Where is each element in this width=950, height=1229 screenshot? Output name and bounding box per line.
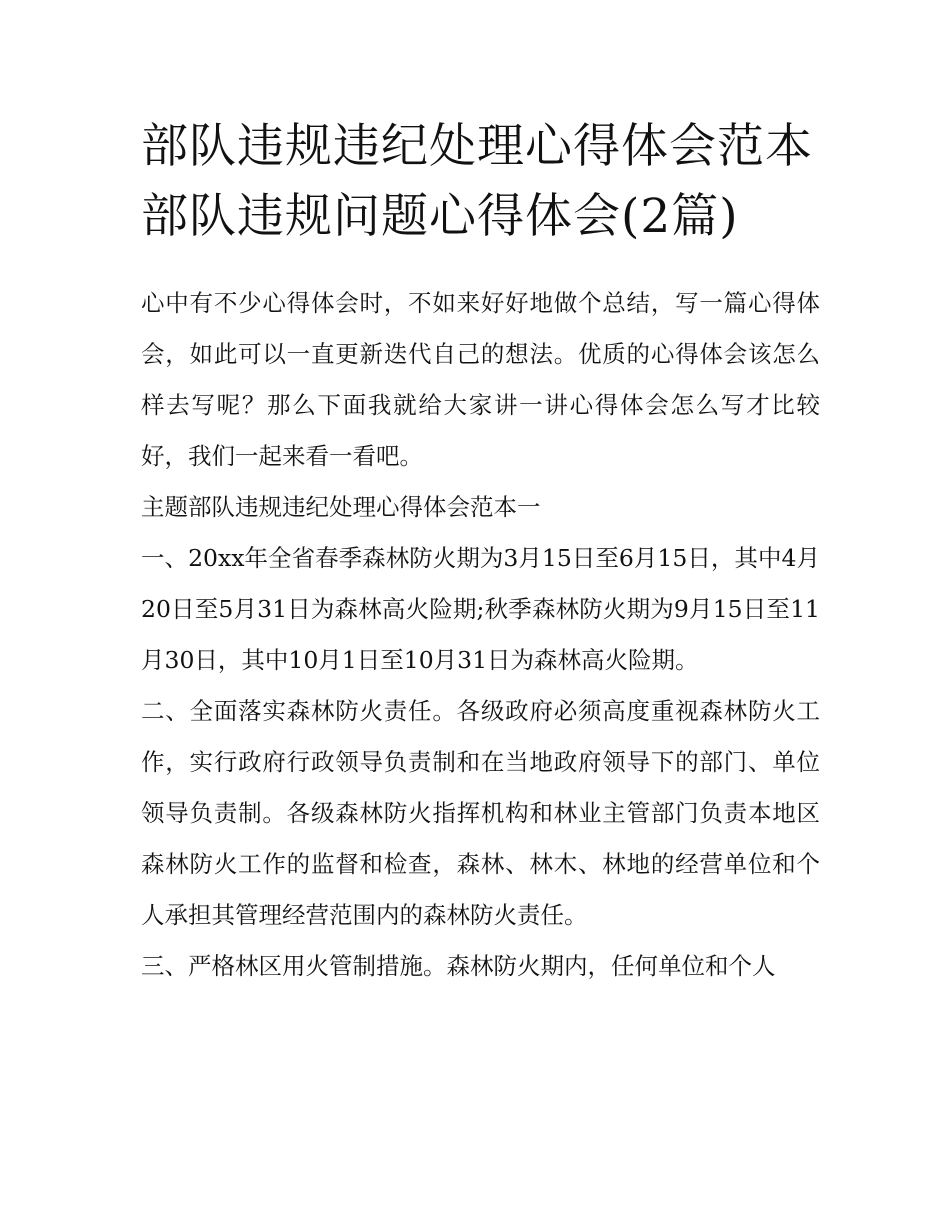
intro-paragraph: 心中有不少心得体会时，不如来好好地做个总结，写一篇心得体会，如此可以一直更新迭代自己的想法。优质的心得体会该怎么样去写呢？那么下面我就给大家讲一讲心得体会怎么写才比较好，我们一起来看一看吧。 bbox=[141, 289, 820, 470]
document-body bbox=[141, 278, 820, 992]
section-heading: 主题部队违规违纪处理心得体会范本一 bbox=[141, 493, 541, 521]
paragraph-item-3: 三、严格林区用火管制措施。森林防火期内，任何单位和个人 bbox=[141, 952, 776, 980]
paragraph-item-2: 二、全面落实森林防火责任。各级政府必须高度重视森林防火工作，实行政府行政领导负责制和在当地政府领导下的部门、单位领导负责制。各级森林防火指挥机构和林业主管部门负责本地区森林防火工作的监督和检查，森林、林木、林地的经营单位和个人承担其管理经营范围内的森林防火责任。 bbox=[141, 697, 820, 929]
paragraph-item-1: 一、20xx年全省春季森林防火期为3月15日至6月15日，其中4月20日至5月31日为森林高火险期;秋季森林防火期为9月15日至11月30日，其中10月1日至10月31日为森林高火险期。 bbox=[141, 544, 820, 674]
document-title: 部队违规违纪处理心得体会范本 部队违规问题心得体会(2篇) bbox=[141, 119, 813, 244]
